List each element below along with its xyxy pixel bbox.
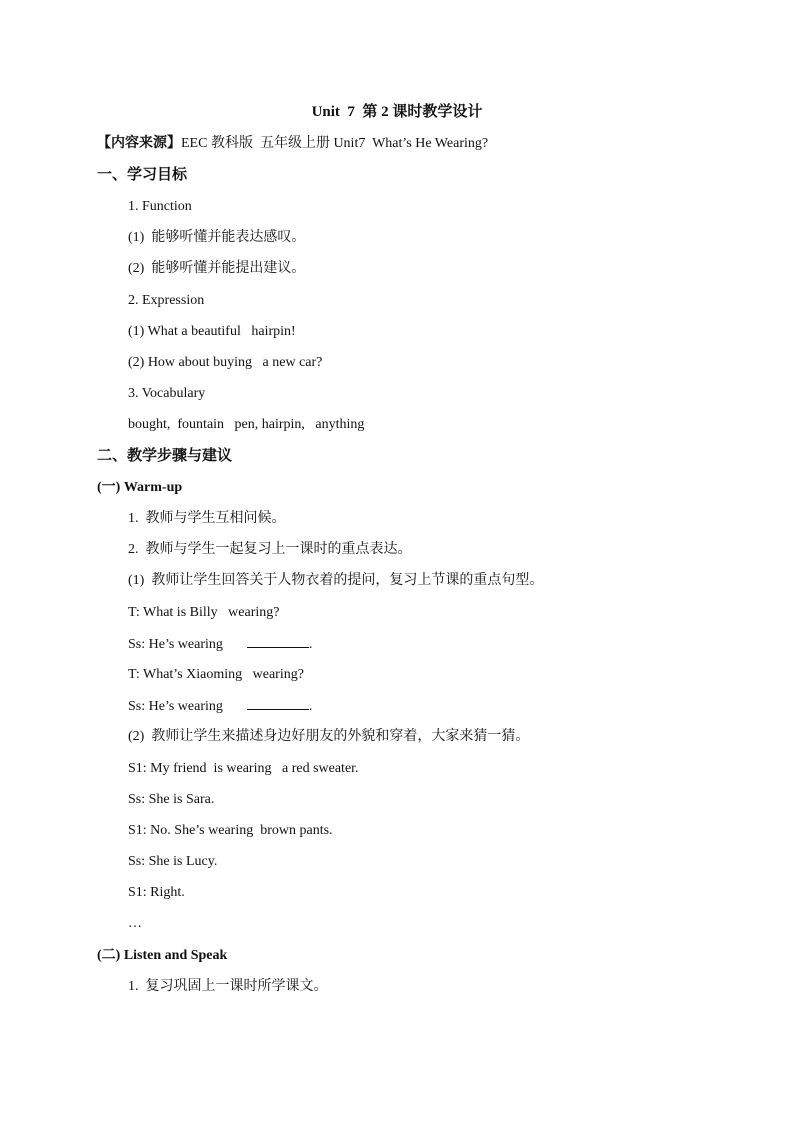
dialog-line-blank xyxy=(128,697,312,716)
warmup-step-1: 1. 教师与学生互相问候。 xyxy=(128,511,286,526)
function-label: 1. Function xyxy=(128,199,192,214)
warmup-sub-2: (2) 教师让学生来描述身边好朋友的外貌和穿着，大家来猜一猜。 xyxy=(128,729,530,744)
listen-speak-heading: (二) Listen and Speak xyxy=(97,948,228,963)
period: . xyxy=(308,637,313,652)
source-label: 【内容来源】 xyxy=(97,136,181,151)
source-text: EEC 教科版 五年级上册 Unit7 What’s He Wearing? xyxy=(181,136,489,151)
listen-step-1: 1. 复习巩固上一课时所学课文。 xyxy=(128,979,328,994)
dialog-text: Ss: He’s wearing xyxy=(128,637,223,652)
dialog-line: S1: No. She’s wearing brown pants. xyxy=(128,823,333,838)
dialog-line-blank xyxy=(128,635,312,654)
expression-item-1: (1) What a beautiful hairpin! xyxy=(128,324,296,339)
answer-blank xyxy=(247,697,309,710)
vocabulary-text: bought, fountain pen, hairpin, anything xyxy=(128,417,365,432)
dialog-line: Ss: She is Lucy. xyxy=(128,854,218,869)
function-item-2: (2) 能够听懂并能提出建议。 xyxy=(128,261,306,276)
section-heading-objectives: 一、学习目标 xyxy=(97,167,188,183)
warmup-step-2: 2. 教师与学生一起复习上一课时的重点表达。 xyxy=(128,542,412,557)
page-title: Unit 7 第 2 课时教学设计 xyxy=(311,104,483,120)
vocabulary-label: 3. Vocabulary xyxy=(128,386,206,401)
dialog-line: S1: My friend is wearing a red sweater. xyxy=(128,761,359,776)
dialog-line: T: What’s Xiaoming wearing? xyxy=(128,667,304,682)
ellipsis: … xyxy=(128,916,142,931)
dialog-line: S1: Right. xyxy=(128,885,185,900)
dialog-line: Ss: She is Sara. xyxy=(128,792,215,807)
period: . xyxy=(308,699,313,714)
content-source xyxy=(97,135,488,153)
expression-label: 2. Expression xyxy=(128,293,205,308)
dialog-line: T: What is Billy wearing? xyxy=(128,605,280,620)
function-item-1: (1) 能够听懂并能表达感叹。 xyxy=(128,230,306,245)
dialog-text: Ss: He’s wearing xyxy=(128,699,223,714)
section-heading-steps: 二、教学步骤与建议 xyxy=(97,448,233,464)
answer-blank xyxy=(247,635,309,648)
warmup-sub-1: (1) 教师让学生回答关于人物衣着的提问，复习上节课的重点句型。 xyxy=(128,573,544,588)
warmup-heading: (一) Warm-up xyxy=(97,480,183,495)
expression-item-2: (2) How about buying a new car? xyxy=(128,355,323,370)
